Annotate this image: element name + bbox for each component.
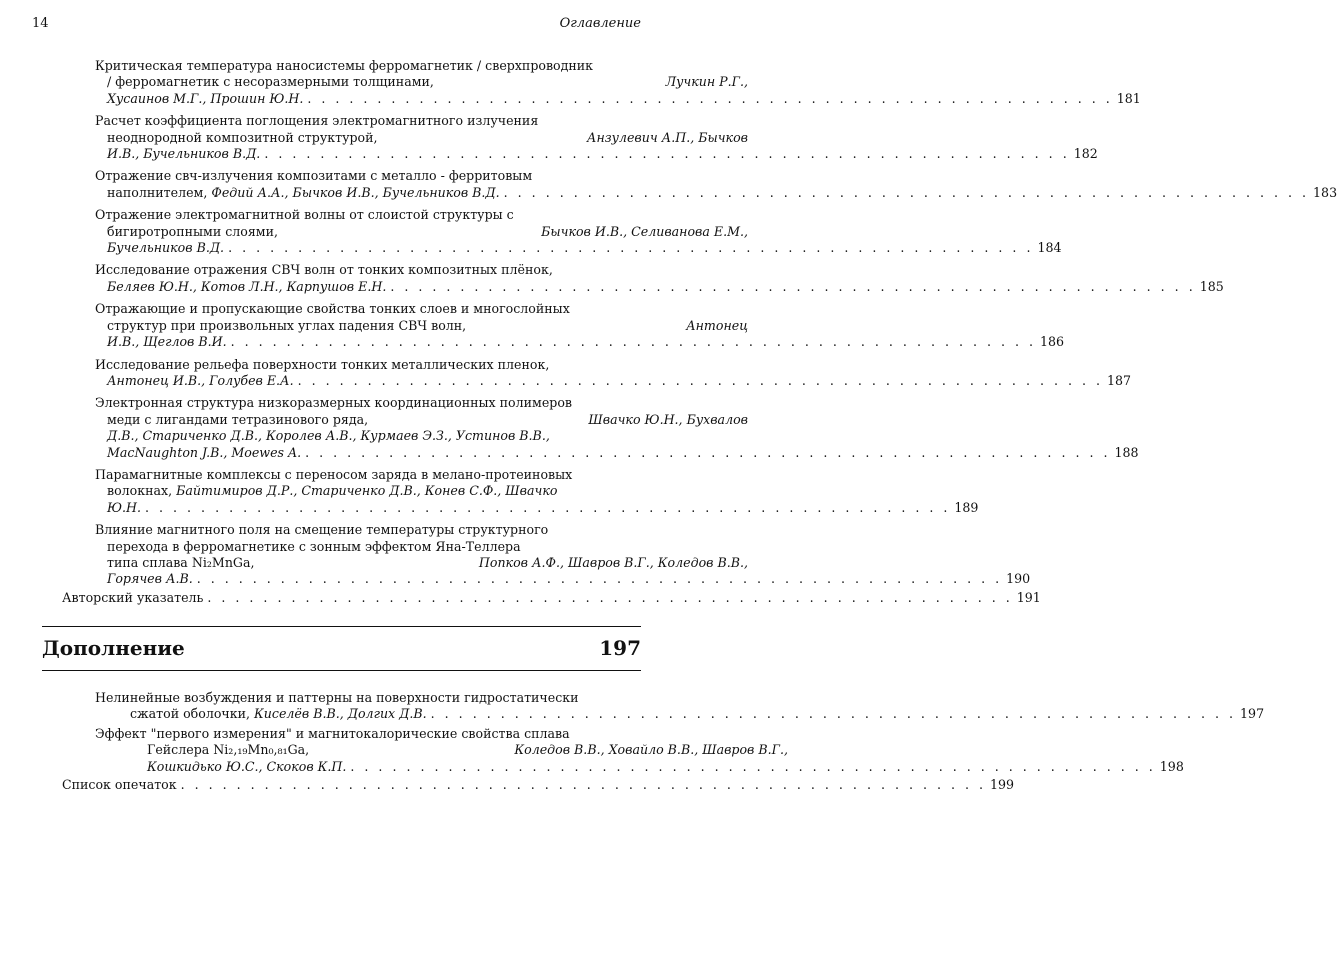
entry-page: 188 xyxy=(1114,444,1139,460)
entry-title-line: Парамагнитные комплексы с переносом заряда в мелано-протеиновых xyxy=(95,466,573,482)
dot-leader: . . . . . . . . . . . . . . . . . . . . . . . . . . . . . . . . . . . . . . . . . . . . . . . . . . . . . . . . . . xyxy=(228,240,1034,256)
entry-authors: Байтимиров Д.Р., Стариченко Д.В., Конев С.Ф., Швачко xyxy=(176,483,558,499)
entry-title-line: Отражение свч-излучения композитами с металло - ферритовым xyxy=(95,168,533,184)
toc-main xyxy=(0,58,1337,606)
entry-authors: Ю.Н. xyxy=(107,499,142,515)
entry-title-line: Гейслера Ni₂,₁₉Mn₀,₈₁Ga, xyxy=(147,742,310,758)
entry-authors: Д.В., Стариченко Д.В., Королев А.В., Курмаев Э.З., Устинов В.В., xyxy=(107,428,550,444)
entry-authors: Федий А.А., Бычков И.В., Бучельников В.Д. xyxy=(211,184,500,200)
entry-page: 183 xyxy=(1313,184,1337,200)
entry-title-line: структур при произвольных углах падения СВЧ волн, xyxy=(107,317,467,333)
entry-title-line: Исследование рельефа поверхности тонких металлических пленок, xyxy=(95,356,550,372)
entry-page: 185 xyxy=(1199,278,1224,294)
entry-authors: Бычков И.В., Селиванова Е.М., xyxy=(541,223,748,239)
page-number: 14 xyxy=(32,16,49,31)
entry-authors: MacNaughton J.B., Moewes A. xyxy=(107,444,302,460)
entry-title-line: Эффект "первого измерения" и магнитокалорические свойства сплава xyxy=(95,725,570,741)
dot-leader: . . . . . . . . . . . . . . . . . . . . . . . . . . . . . . . . . . . . . . . . . . . . . . . . . . . . . . . . . . xyxy=(180,777,986,793)
entry-authors: Антонец И.В., Голубев Е.А. xyxy=(107,372,294,388)
author-index-label: Авторский указатель xyxy=(62,589,204,605)
entry-title-line: Электронная структура низкоразмерных координационных полимеров xyxy=(95,395,573,411)
toc-supplement xyxy=(0,690,1265,793)
entry-authors: Лучкин Р.Г., xyxy=(665,74,748,90)
toc-entry[interactable] xyxy=(0,262,1224,295)
entry-page: 197 xyxy=(1240,706,1265,722)
running-title: Оглавление xyxy=(559,16,641,31)
entry-page: 186 xyxy=(1040,334,1065,350)
dot-leader: . . . . . . . . . . . . . . . . . . . . . . . . . . . . . . . . . . . . . . . . . . . . . . . . . . . . . . . . . . xyxy=(305,444,1111,460)
entry-authors: Кошкидько Ю.С., Скоков К.П. xyxy=(147,758,347,774)
entry-authors: Хусаинов М.Г., Прошин Ю.Н. xyxy=(107,90,304,106)
toc-entry[interactable] xyxy=(0,522,1031,588)
entry-authors: Горячев А.В. xyxy=(107,571,193,587)
entry-page: 190 xyxy=(1006,571,1031,587)
entry-page: 181 xyxy=(1116,90,1141,106)
entry-authors: Бучельников В.Д. xyxy=(107,240,225,256)
entry-page: 182 xyxy=(1073,146,1098,162)
section-rule-top xyxy=(42,626,641,627)
entry-title-line: бигиротропными слоями, xyxy=(107,223,278,239)
errata-label: Список опечаток xyxy=(62,777,177,793)
entry-title-line: наполнителем, xyxy=(107,184,208,200)
entry-authors: И.В., Щеглов В.И. xyxy=(107,334,227,350)
entry-title-line: Влияние магнитного поля на смещение температуры структурного xyxy=(95,522,549,538)
entry-page: 187 xyxy=(1106,372,1132,388)
dot-leader: . . . . . . . . . . . . . . . . . . . . . . . . . . . . . . . . . . . . . . . . . . . . . . . . . . . . . . . . . . xyxy=(297,372,1103,388)
entry-authors: Анзулевич А.П., Бычков xyxy=(586,129,748,145)
entry-title-line: / ферромагнетик с несоразмерными толщинами, xyxy=(107,74,434,90)
entry-authors: Беляев Ю.Н., Котов Л.Н., Карпушов Е.Н. xyxy=(107,278,387,294)
entry-title-line: сжатой оболочки, xyxy=(130,706,251,722)
toc-entry[interactable] xyxy=(0,466,979,516)
entry-page: 189 xyxy=(954,499,979,515)
dot-leader: . . . . . . . . . . . . . . . . . . . . . . . . . . . . . . . . . . . . . . . . . . . . . . . . . . . . . . . . . . xyxy=(207,589,1013,605)
dot-leader: . . . . . . . . . . . . . . . . . . . . . . . . . . . . . . . . . . . . . . . . . . . . . . . . . . . . . . . . . . xyxy=(503,184,1310,200)
entry-authors: Швачко Ю.Н., Бухвалов xyxy=(588,411,748,427)
entry-authors: Киселёв В.В., Долгих Д.В. xyxy=(254,706,427,722)
dot-leader: . . . . . . . . . . . . . . . . . . . . . . . . . . . . . . . . . . . . . . . . . . . . . . . . . . . . . . . . . . xyxy=(390,278,1196,294)
author-index-page: 191 xyxy=(1016,589,1041,605)
entry-title-line: меди с лигандами тетразинового ряда, xyxy=(107,411,369,427)
dot-leader: . . . . . . . . . . . . . . . . . . . . . . . . . . . . . . . . . . . . . . . . . . . . . . . . . . . . . . . . . . xyxy=(350,758,1156,774)
section-page: 197 xyxy=(599,636,641,660)
section-title: Дополнение xyxy=(42,636,185,660)
toc-entry[interactable] xyxy=(0,725,1184,775)
toc-entry[interactable] xyxy=(0,690,1265,723)
dot-leader: . . . . . . . . . . . . . . . . . . . . . . . . . . . . . . . . . . . . . . . . . . . . . . . . . . . . . . . . . . xyxy=(264,146,1070,162)
entry-title-line: Критическая температура наносистемы ферромагнетик / сверхпроводник xyxy=(95,58,594,73)
entry-title-line: Исследование отражения СВЧ волн от тонких композитных плёнок, xyxy=(95,262,553,278)
entry-title-line: Отражение электромагнитной волны от слоистой структуры с xyxy=(95,207,514,223)
entry-title-line: Расчет коэффициента поглощения электромагнитного излучения xyxy=(95,113,539,129)
entry-authors: И.В., Бучельников В.Д. xyxy=(107,146,261,162)
entry-page: 184 xyxy=(1037,240,1062,256)
errata-page: 199 xyxy=(990,777,1015,793)
entry-title-line: неоднородной композитной структурой, xyxy=(107,129,378,145)
entry-authors: Антонец xyxy=(686,317,748,333)
toc-entry[interactable] xyxy=(0,113,1098,162)
entry-title-line: волокнах, xyxy=(107,483,173,499)
entry-authors: Коледов В.В., Ховайло В.В., Шавров В.Г., xyxy=(514,742,788,758)
entry-title-line: перехода в ферромагнетике с зонным эффектом Яна-Теллера xyxy=(107,538,521,554)
dot-leader: . . . . . . . . . . . . . . . . . . . . . . . . . . . . . . . . . . . . . . . . . . . . . . . . . . . . . . . . . . xyxy=(307,90,1113,106)
toc-entry-errata[interactable] xyxy=(0,777,1015,793)
entry-title-line: Отражающие и пропускающие свойства тонких слоев и многослойных xyxy=(95,301,570,317)
section-rule-bottom xyxy=(42,670,641,671)
entry-title-line: Нелинейные возбуждения и паттерны на поверхности гидростатически xyxy=(95,690,579,705)
toc-entry[interactable] xyxy=(0,301,1065,350)
toc-entry[interactable] xyxy=(0,356,1132,390)
toc-entry-author-index[interactable] xyxy=(0,589,1041,606)
toc-entry[interactable] xyxy=(0,168,1337,201)
entry-page: 198 xyxy=(1159,758,1184,774)
dot-leader: . . . . . . . . . . . . . . . . . . . . . . . . . . . . . . . . . . . . . . . . . . . . . . . . . . . . . . . . . . xyxy=(145,499,951,515)
toc-entry[interactable] xyxy=(0,395,1139,461)
entry-authors: Попков А.Ф., Шавров В.Г., Коледов В.В., xyxy=(478,554,748,570)
dot-leader: . . . . . . . . . . . . . . . . . . . . . . . . . . . . . . . . . . . . . . . . . . . . . . . . . . . . . . . . . . xyxy=(230,334,1036,350)
toc-entry[interactable] xyxy=(0,207,1062,256)
dot-leader: . . . . . . . . . . . . . . . . . . . . . . . . . . . . . . . . . . . . . . . . . . . . . . . . . . . . . . . . . . xyxy=(196,571,1003,587)
toc-entry[interactable] xyxy=(0,58,1141,107)
dot-leader: . . . . . . . . . . . . . . . . . . . . . . . . . . . . . . . . . . . . . . . . . . . . . . . . . . . . . . . . . . xyxy=(430,706,1237,722)
entry-title-line: типа сплава Ni₂MnGa, xyxy=(107,554,255,570)
